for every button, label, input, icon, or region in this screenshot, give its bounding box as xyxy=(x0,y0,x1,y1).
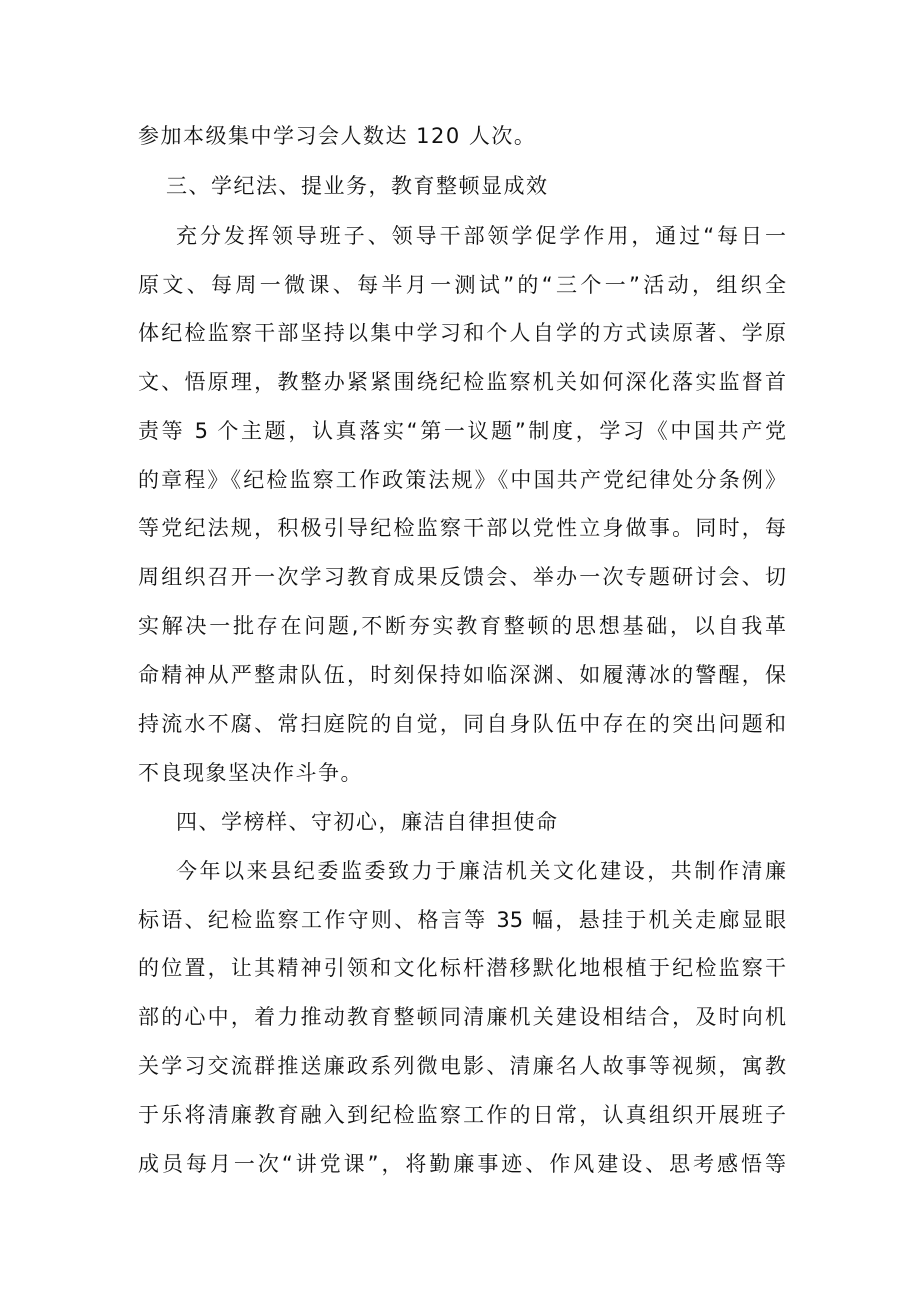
paragraph-line: 实解决一批存在问题,不断夯实教育整顿的思想基础，以自我革 xyxy=(138,614,786,638)
paragraph-line: 不良现象坚决作斗争。 xyxy=(138,761,363,785)
paragraph-line: 原文、每周一微课、每半月一测试”的“三个一”活动，组织全 xyxy=(138,273,786,297)
paragraph-line: 命精神从严整肃队伍，时刻保持如临深渊、如履薄冰的警醒，保 xyxy=(138,663,786,687)
paragraph-line: 文、悟原理，教整办紧紧围绕纪检监察机关如何深化落实监督首 xyxy=(138,370,786,394)
section-heading: 三、学纪法、提业务，教育整顿显成效 xyxy=(166,174,549,198)
paragraph-line: 充分发挥领导班子、领导干部领学促学作用，通过“每日一 xyxy=(176,224,786,248)
paragraph-line: 今年以来县纪委监委致力于廉洁机关文化建设，共制作清廉 xyxy=(176,859,786,883)
paragraph-line: 等党纪法规，积极引导纪检监察干部以党性立身做事。同时，每 xyxy=(138,516,786,540)
paragraph-line: 的位置，让其精神引领和文化标杆潜移默化地根植于纪检监察干 xyxy=(138,956,786,980)
paragraph-line: 关学习交流群推送廉政系列微电影、清廉名人故事等视频，寓教 xyxy=(138,1054,786,1078)
paragraph-line: 责等 5 个主题，认真落实“第一议题”制度，学习《中国共产党 xyxy=(138,419,786,443)
paragraph-line: 于乐将清廉教育融入到纪检监察工作的日常，认真组织开展班子 xyxy=(138,1103,786,1127)
paragraph-line: 的章程》《纪检监察工作政策法规》《中国共产党纪律处分条例》 xyxy=(138,468,786,492)
paragraph-line: 持流水不腐、常扫庭院的自觉，同自身队伍中存在的突出问题和 xyxy=(138,712,786,736)
paragraph-line: 参加本级集中学习会人数达 120 人次。 xyxy=(138,124,537,148)
paragraph-line: 标语、纪检监察工作守则、格言等 35 幅，悬挂于机关走廊显眼 xyxy=(138,908,786,932)
paragraph-line: 成员每月一次“讲党课”，将勤廉事迹、作风建设、思考感悟等 xyxy=(138,1152,786,1176)
paragraph-line: 体纪检监察干部坚持以集中学习和个人自学的方式读原著、学原 xyxy=(138,321,786,345)
paragraph-line: 部的心中，着力推动教育整顿同清廉机关建设相结合，及时向机 xyxy=(138,1005,786,1029)
section-heading: 四、学榜样、守初心，廉洁自律担使命 xyxy=(176,810,559,834)
paragraph-line: 周组织召开一次学习教育成果反馈会、举办一次专题研讨会、切 xyxy=(138,565,786,589)
